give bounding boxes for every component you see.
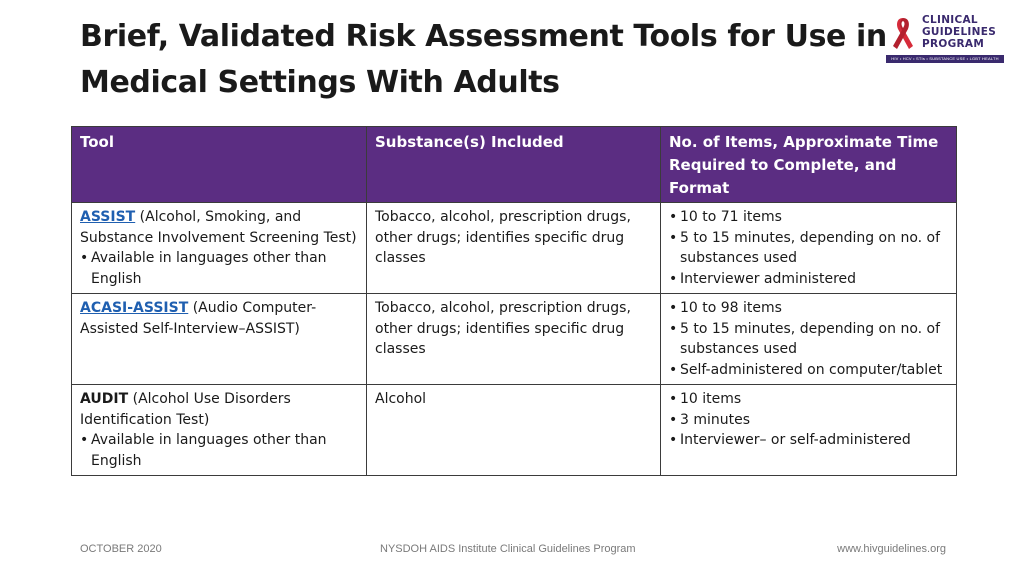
list-item: • 10 to 71 items <box>669 207 948 228</box>
tool-notes <box>80 248 358 289</box>
header-tool: Tool <box>72 127 367 203</box>
details-cell <box>661 294 957 385</box>
list-item: • 3 minutes <box>669 410 948 431</box>
substances-cell: Alcohol <box>367 385 661 476</box>
logo-line-3: PROGRAM <box>922 38 985 50</box>
list-item: • Available in languages other than English <box>80 430 358 471</box>
title-line-1: Brief, Validated Risk Assessment Tools for Use in <box>80 19 887 54</box>
tool-description: (Audio Computer-Assisted Self-Interview–ASSIST) <box>80 300 317 337</box>
details-cell <box>661 203 957 294</box>
list-item: • 5 to 15 minutes, depending on no. of substances used <box>669 319 948 360</box>
list-item: • 10 items <box>669 389 948 410</box>
title-line-2: Medical Settings With Adults <box>80 65 560 100</box>
clinical-guidelines-logo <box>884 14 1008 64</box>
details-list <box>669 389 948 451</box>
awareness-ribbon-icon <box>890 16 916 52</box>
tool-cell <box>72 385 367 476</box>
risk-assessment-tools-table <box>71 126 957 476</box>
header-items-time-format: No. of Items, Approximate Time Required to Complete, and Format <box>661 127 957 203</box>
footer-program: NYSDOH AIDS Institute Clinical Guidelines Program <box>380 543 636 555</box>
list-item: • 10 to 98 items <box>669 298 948 319</box>
table-header-row <box>72 127 957 203</box>
acasi-assist-link[interactable]: ACASI-ASSIST <box>80 300 189 316</box>
list-item: • Interviewer– or self-administered <box>669 430 948 451</box>
footer-url: www.hivguidelines.org <box>837 543 946 555</box>
details-list <box>669 207 948 289</box>
tool-description: (Alcohol, Smoking, and Substance Involvement Screening Test) <box>80 209 357 246</box>
list-item: • Available in languages other than English <box>80 248 358 289</box>
table-row <box>72 203 957 294</box>
details-list <box>669 298 948 380</box>
list-item: • 5 to 15 minutes, depending on no. of substances used <box>669 228 948 269</box>
substances-cell: Tobacco, alcohol, prescription drugs, other drugs; identifies specific drug classes <box>367 203 661 294</box>
table-row <box>72 385 957 476</box>
substances-cell: Tobacco, alcohol, prescription drugs, other drugs; identifies specific drug classes <box>367 294 661 385</box>
header-substances: Substance(s) Included <box>367 127 661 203</box>
tool-notes <box>80 430 358 471</box>
logo-tagline: HIV • HCV • STIs • SUBSTANCE USE • LGBT HEALTH <box>886 55 1004 63</box>
tool-description: (Alcohol Use Disorders Identification Test) <box>80 391 291 428</box>
table-row <box>72 294 957 385</box>
logo-wordmark <box>922 14 996 50</box>
tool-cell <box>72 294 367 385</box>
footer-date: OCTOBER 2020 <box>80 543 162 555</box>
page-title <box>80 14 887 106</box>
list-item: • Self-administered on computer/tablet <box>669 360 948 381</box>
list-item: • Interviewer administered <box>669 269 948 290</box>
assist-link[interactable]: ASSIST <box>80 209 136 225</box>
logo-line-2: GUIDELINES <box>922 26 997 38</box>
tool-name: AUDIT <box>80 391 129 407</box>
details-cell <box>661 385 957 476</box>
logo-line-1: CLINICAL <box>922 14 978 26</box>
tool-cell <box>72 203 367 294</box>
